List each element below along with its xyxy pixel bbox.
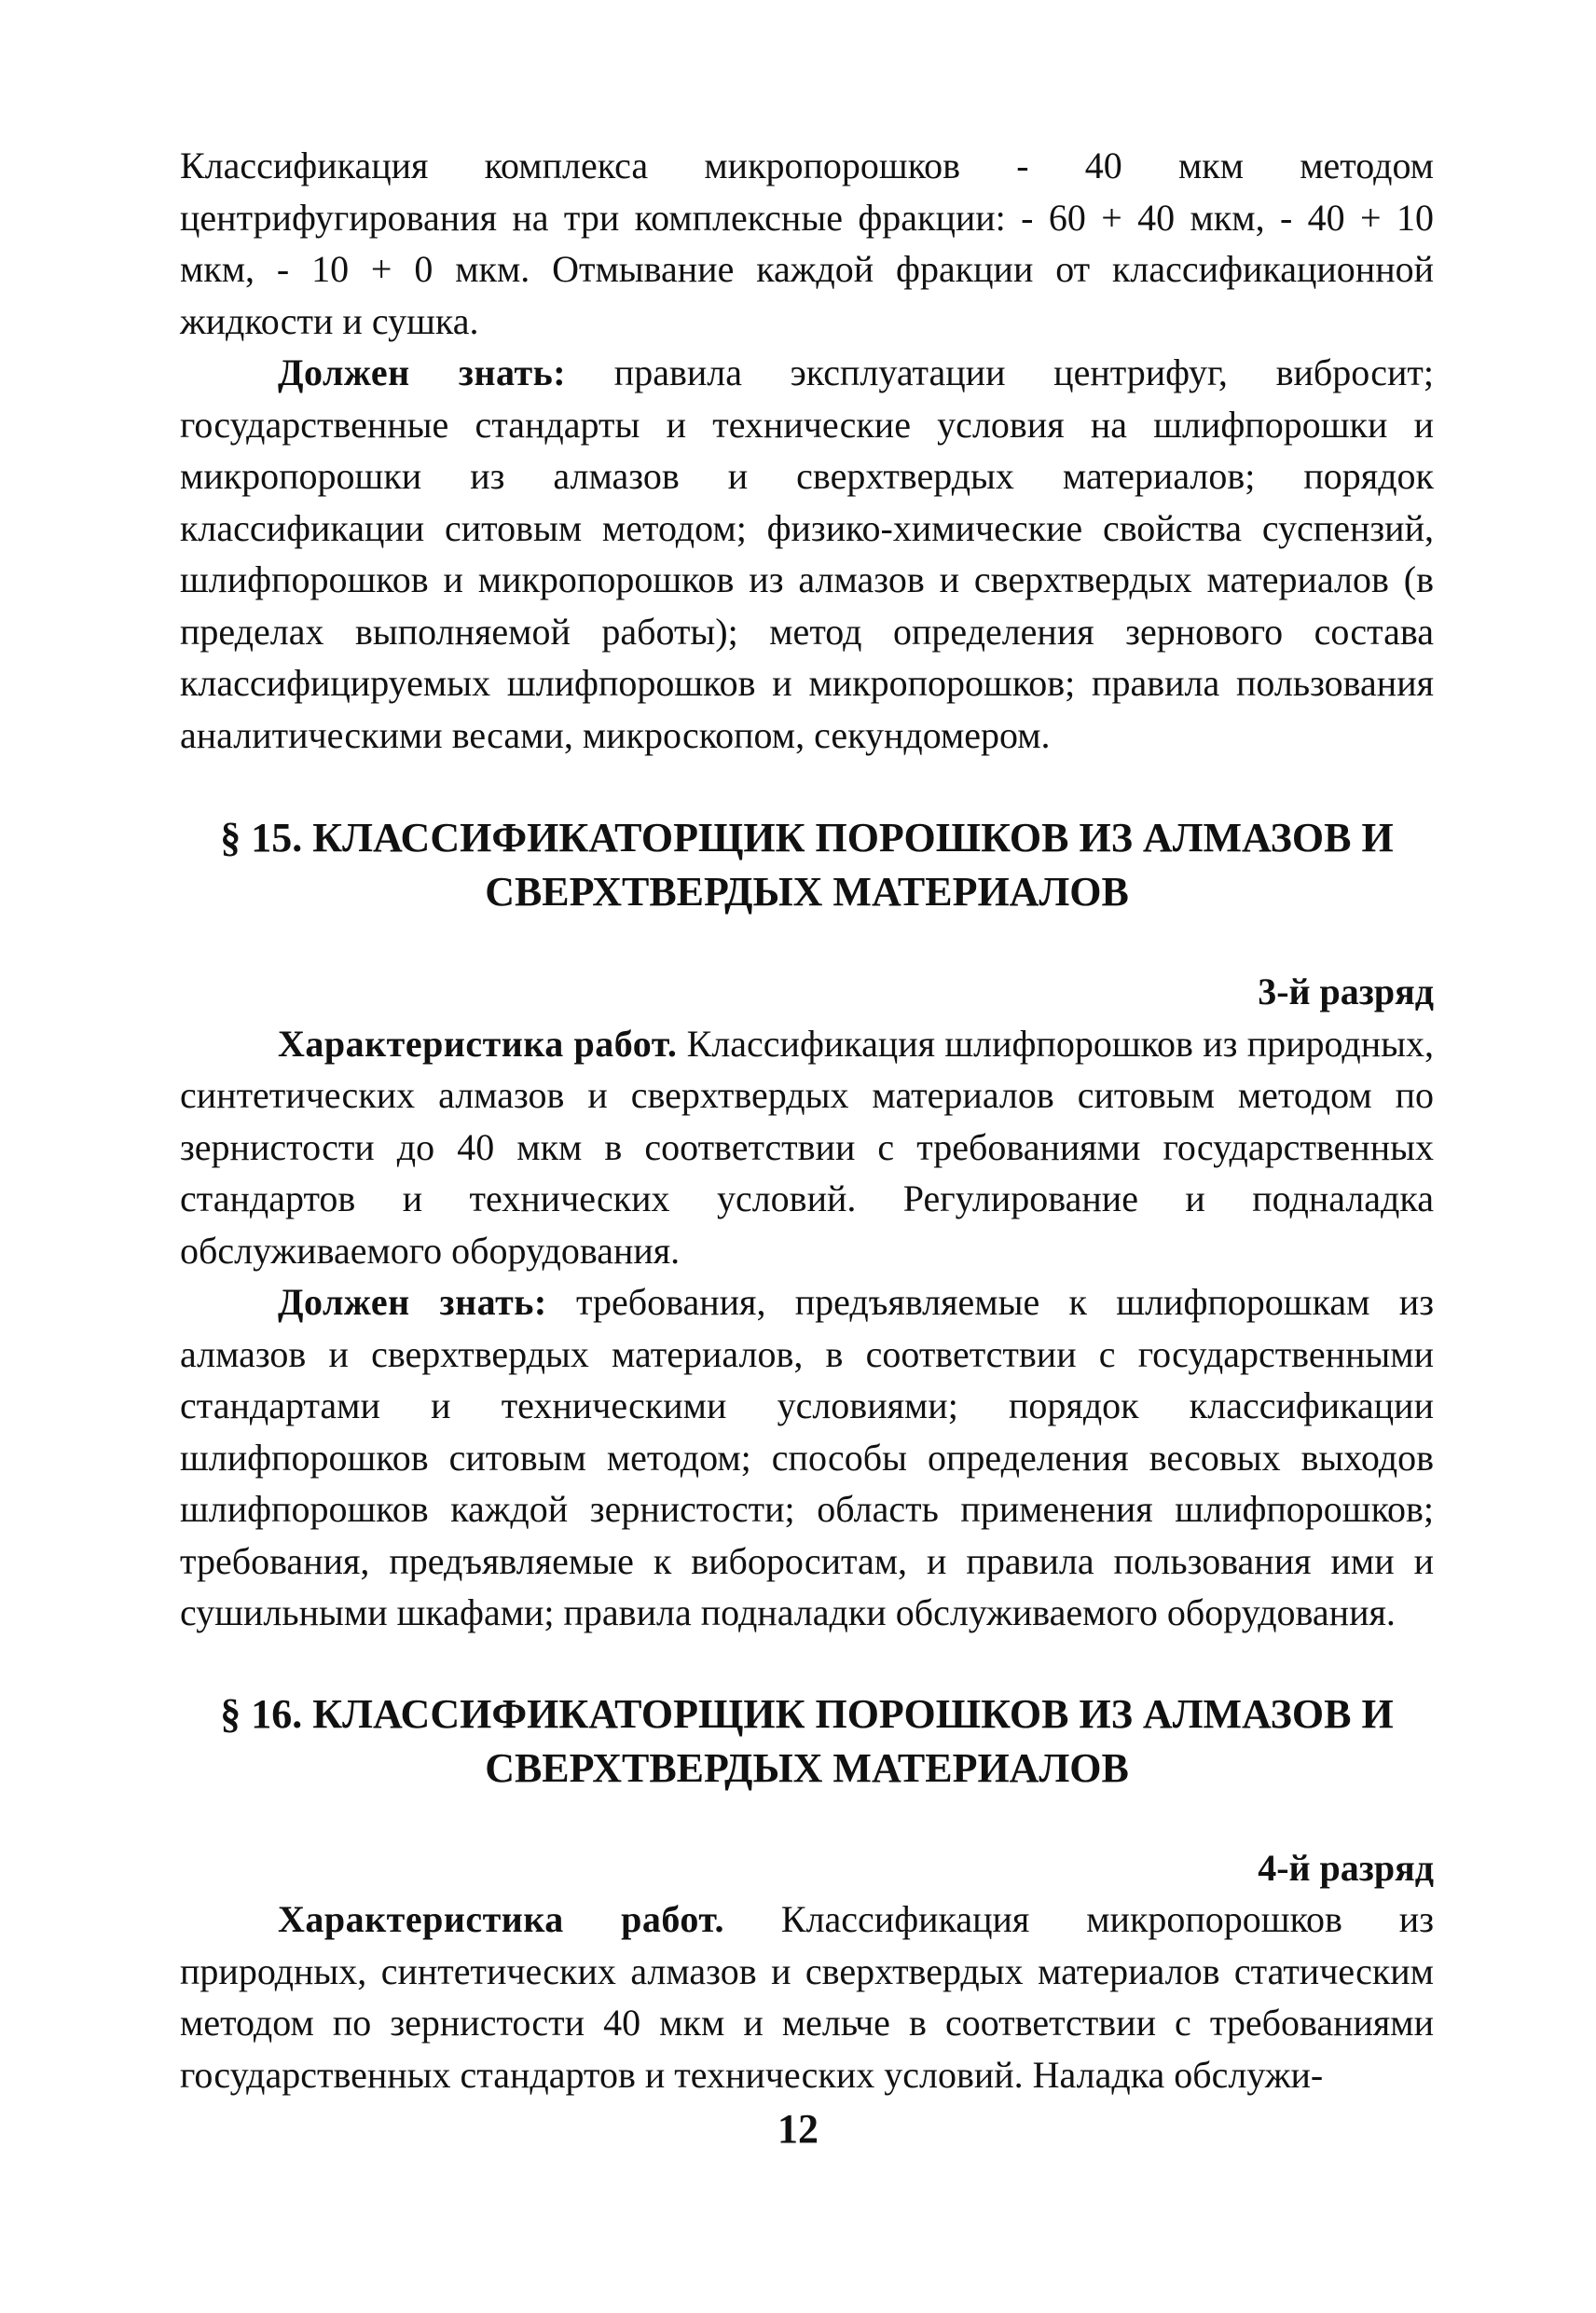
section-heading-line: § 15. КЛАССИФИКАТОРЩИК ПОРОШКОВ ИЗ АЛМАЗОВ И xyxy=(220,815,1394,860)
knowledge-lead: Должен знать: xyxy=(278,351,567,393)
section-heading-line: СВЕРХТВЕРДЫХ МАТЕРИАЛОВ xyxy=(485,1744,1129,1791)
section-15-work-description xyxy=(180,1018,1434,1277)
section-16-heading xyxy=(180,1687,1434,1796)
section-heading-line: СВЕРХТВЕРДЫХ МАТЕРИАЛОВ xyxy=(485,869,1129,915)
section-16-work-description xyxy=(180,1893,1434,2100)
work-text: Классификация шлифпорошков из природных, синтетических алмазов и сверхтвердых материалов ситовым методом по зернистости до 40 мкм в соответствии с требованиями государственных стандартов и технических условий. Регулирование и подналадка обслуживаемого оборудования. xyxy=(180,1022,1434,1272)
section-15-required-knowledge xyxy=(180,1276,1434,1639)
work-lead: Характеристика работ. xyxy=(278,1022,678,1065)
document-page xyxy=(180,140,1434,2100)
knowledge-lead: Должен знать: xyxy=(278,1281,547,1323)
section-15-grade: 3-й разряд xyxy=(1258,971,1434,1012)
work-lead: Характеристика работ. xyxy=(278,1898,724,1940)
section-heading-line: § 16. КЛАССИФИКАТОРЩИК ПОРОШКОВ ИЗ АЛМАЗОВ И xyxy=(220,1690,1394,1737)
knowledge-text: правила эксплуатации центрифуг, вибросит; государственные стандарты и технические условия на шлифпорошки и микропорошки из алмазов и сверхтвердых материалов; порядок классификации ситовым методом; физико-химические свойства суспензий, шлифпорошков и микропорошков из алмазов и сверхтвердых материалов (в пределах выполняемой работы); метод определения зернового состава классифицируемых шлифпорошков и микропорошков; правила пользования аналитическими весами, микроскопом, секундомером. xyxy=(180,351,1435,756)
section-16-grade: 4-й разряд xyxy=(1258,1846,1434,1889)
work-text: Классификация микропорошков из природных, синтетических алмазов и сверхтвердых материалов статическим методом по зернистости 40 мкм и мельче в соответствии с требованиями государственных стандартов и технических условий. Наладка обслужи- xyxy=(180,1898,1434,2096)
continued-paragraph: Классификация комплекса микропорошков - 40 мкм методом центрифугирования на три комплексные фракции: - 60 + 40 мкм, - 40 + 10 мкм, - 10 + 0 мкм. Отмывание каждой фракции от классификационной жидкости и сушка. xyxy=(180,145,1434,342)
required-knowledge-paragraph xyxy=(180,347,1434,761)
knowledge-text: требования, предъявляемые к шлифпорошкам из алмазов и сверхтвердых материалов, в соответствии с государственными стандартами и техническими условиями; порядок классификации шлифпорошков ситовым методом; способы определения весовых выходов шлифпорошков каждой зернистости; область применения шлифпорошков; требования, предъявляемые к вибороситам, и правила пользования ими и сушильными шкафами; правила подналадки обслуживаемого оборудования. xyxy=(180,1281,1434,1633)
page-number: 12 xyxy=(777,2106,819,2152)
section-15-heading xyxy=(180,811,1434,919)
